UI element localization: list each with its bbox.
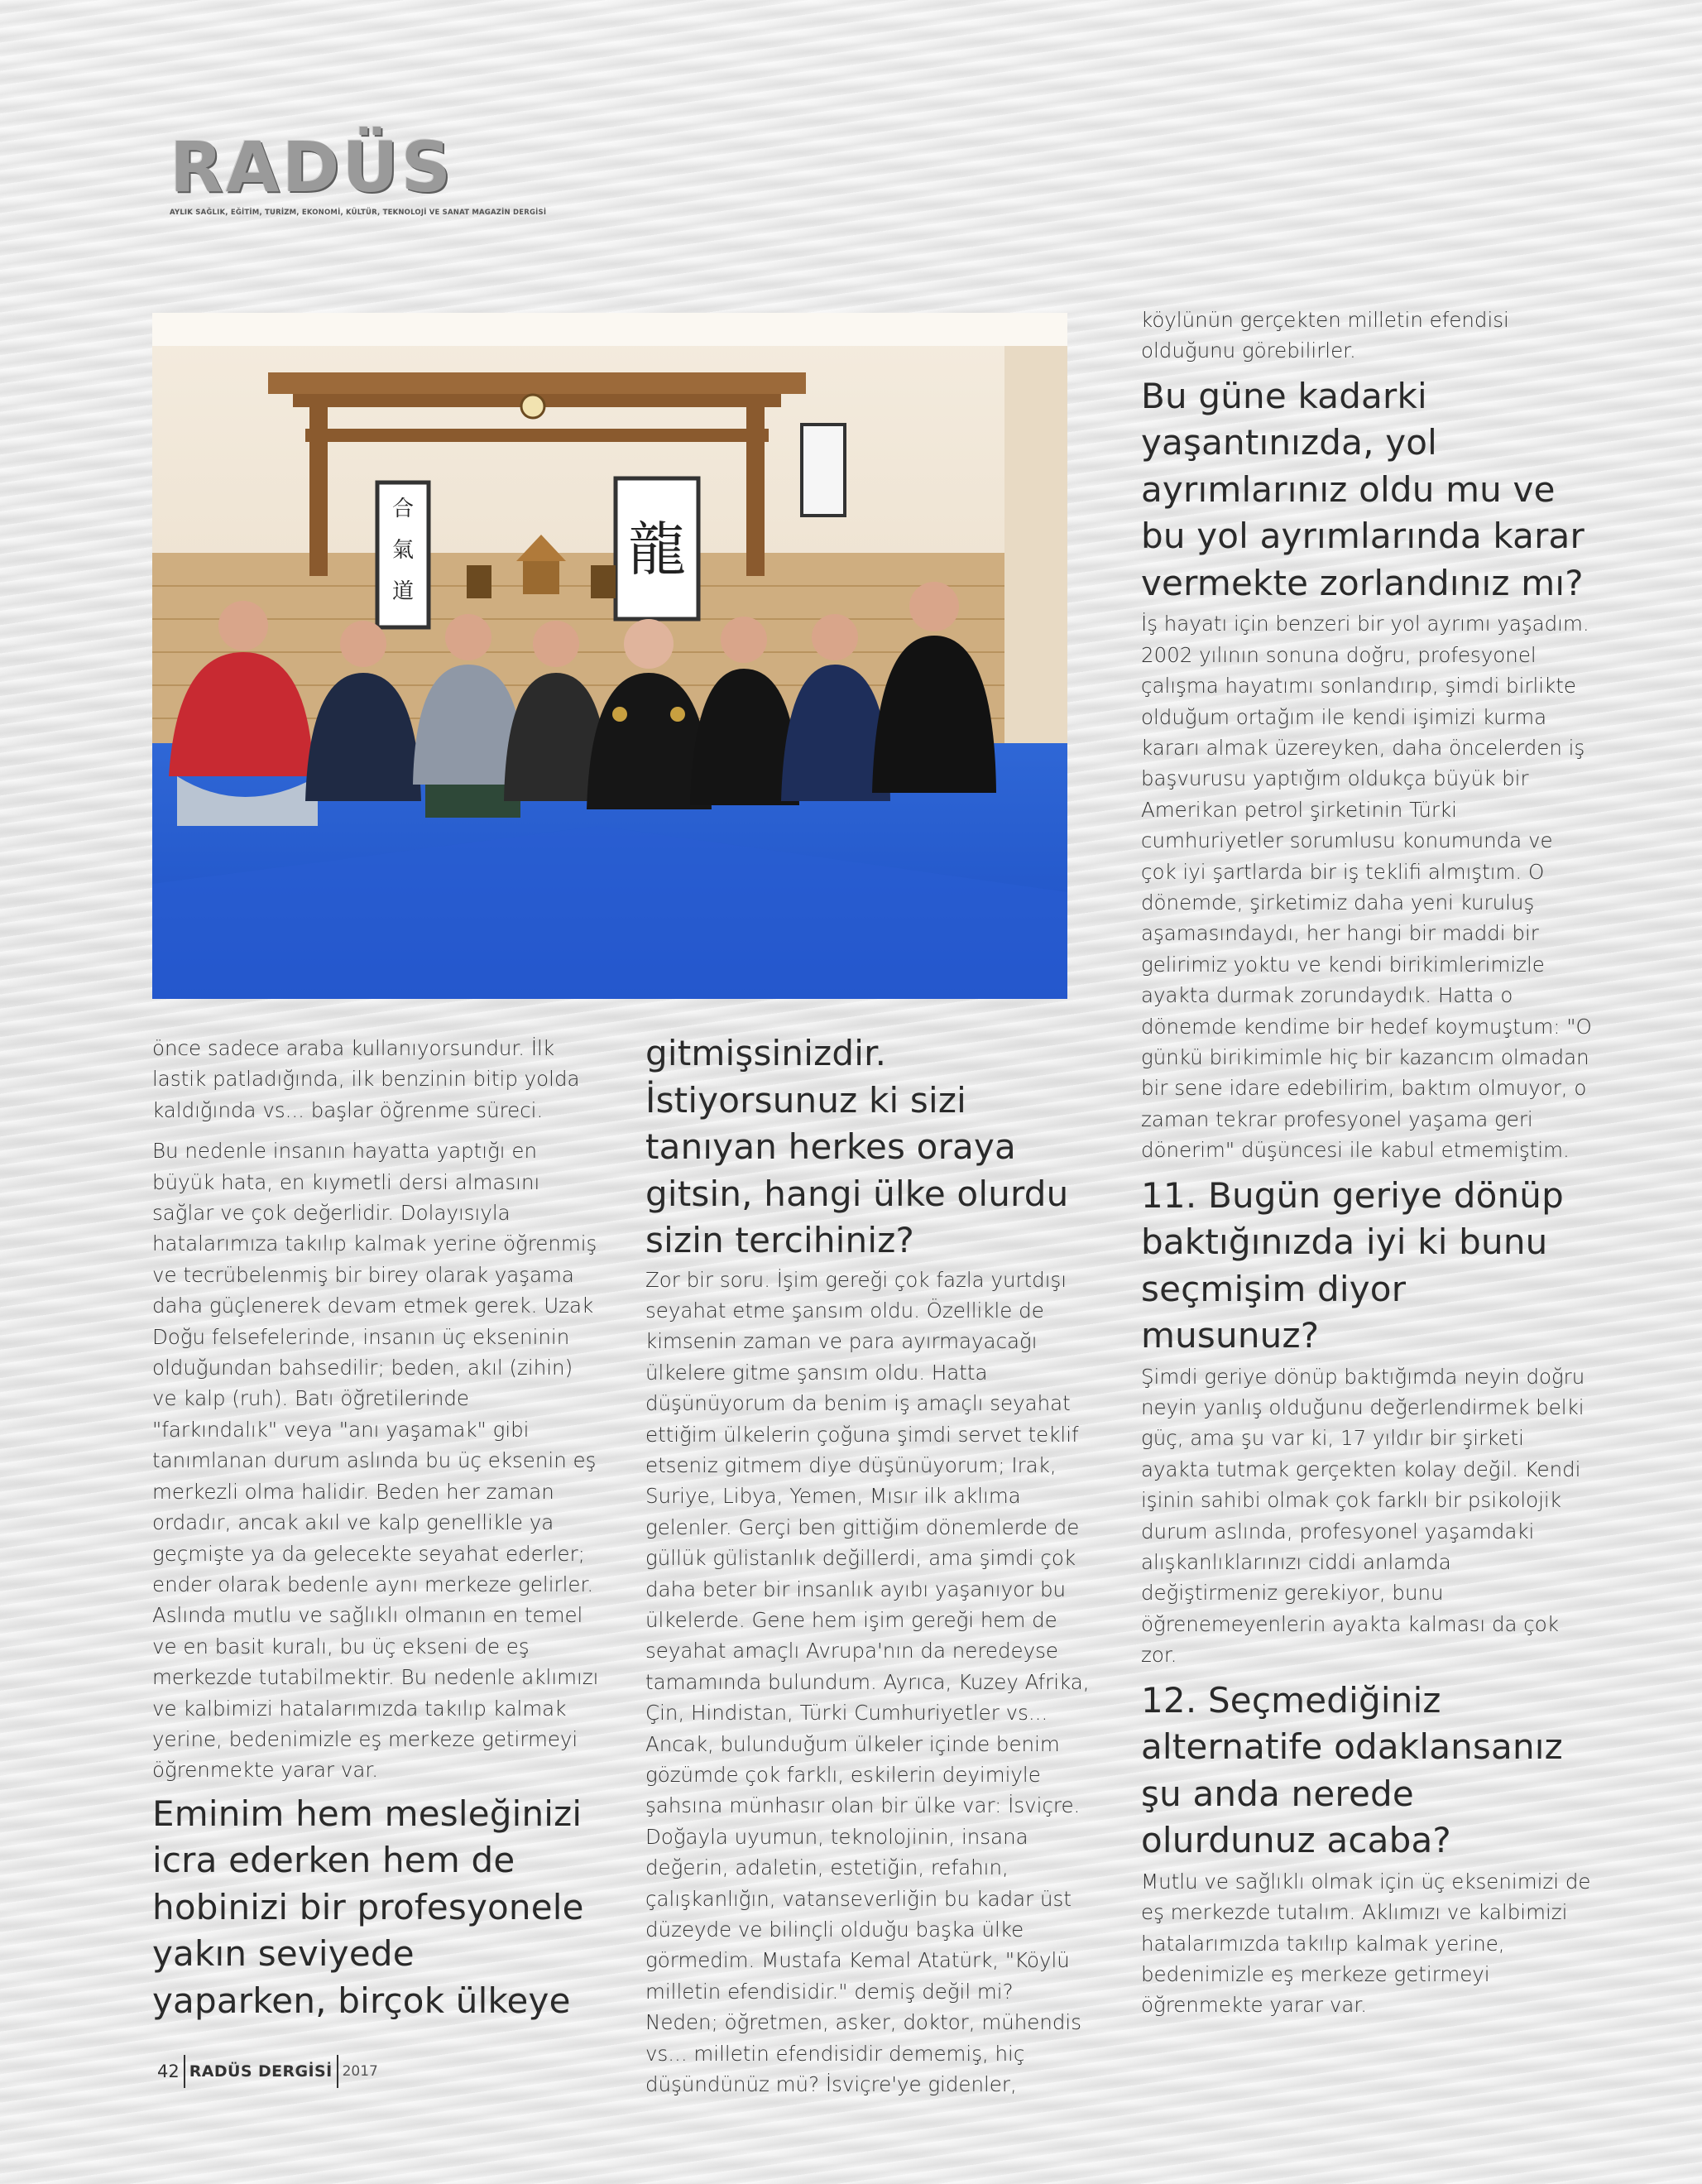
text-column-3 [1141,305,1592,2021]
magazine-logo [170,127,547,217]
paragraph: İş hayatı için benzeri bir yol ayrımı yaşadım. 2002 yılının sonuna doğru, profesyonel çalışma hayatımı sonlandırıp, şimdi birlikte olduğum ortağım ile kendi işimizi kurma kararı almak üzereyken, daha öncelerden iş başvurusu yaptığım oldukça büyük bir Amerikan petrol şirketinin Türki cumhuriyetler sorumlusu konumunda ve çok iyi şartlarda bir iş teklifi almıştım. O dönemde, şirketimiz daha yeni kuruluş aşamasındaydı, her hangi bir maddi bir gelirimiz yoktu ve kendi birikimlerimizle ayakta durmak zorundaydık. Hatta o dönemde kendime bir hedef koymuştum: "O günkü birikimimle hiç bir kazancım olmadan bir sene idare edebilirim, baktım olmuyor, o zaman tekrar profesyonel yaşama geri dönerim" düşüncesi ile kabul etmemiştim. [1141,612,1592,1163]
text-column-2 [645,1030,1092,2100]
paragraph: Bu nedenle insanın hayatta yaptığı en büyük hata, en kıymetli dersi almasını sağlar ve çok değerlidir. Dolayısıyla hatalarımıza takılıp kalmak yerine öğrenmiş ve tecrübelenmiş bir birey olarak yaşama daha güçlenerek devam etmek gerek. Uzak Doğu felsefelerinde, insanın üç ekseninin olduğundan bahsedilir; beden, akıl (zihin) ve kalp (ruh). Batı öğretilerinde "farkındalık" veya "anı yaşamak" gibi tanımlanan durum aslında bu üç eksenin eş merkezli olma halidir. Beden her zaman ordadır, ancak akıl ve kalp genellikle ya geçmişte ya da gelecekte seyahat ederler; ender olarak bedenle aynı merkeze gelirler. Aslında mutlu ve sağlıklı olmanın en temel ve en basit kuralı, bu üç ekseni de eş merkezde tutabilmektir. Bu nedenle aklımızı ve kalbimizi hatalarımızda takılıp kalmak yerine, bedenimizle eş merkeze getirmeyi öğrenmekte yarar var. [152,1139,599,1783]
paragraph: Mutlu ve sağlıklı olmak için üç eksenimizi de eş merkezde tutalım. Aklımızı ve kalbimizi hatalarımızda takılıp kalmak yerine, bedenimizle eş merkeze getirmeyi öğrenmekte yarar var. [1141,1869,1591,2018]
page-footer [157,2055,378,2088]
footer-divider [337,2055,338,2088]
svg-text:合: 合 [391,497,415,521]
svg-text:道: 道 [391,579,415,604]
svg-text:龍: 龍 [628,516,686,583]
paragraph: köylünün gerçekten milletin efendisi olduğunu görebilirler. [1141,308,1509,363]
text-column-1 [152,1033,599,2024]
logo-tagline: AYLIK SAĞLIK, EĞİTİM, TURİZM, EKONOMİ, KÜLTÜR, TEKNOLOJİ VE SANAT MAGAZİN DERGİSİ [170,209,547,217]
svg-text:氣: 氣 [391,538,415,563]
dojo-group-photo [152,313,1067,999]
footer-divider [184,2055,185,2088]
paragraph: Şimdi geriye dönüp baktığımda neyin doğru neyin yanlış olduğunu değerlendirmek belki güç, ama şu var ki, 17 yıldır bir şirketi ayakta tutmak gerçekten kolay değil. Kendi işinin sahibi olmak çok farklı bir psikolojik durum aslında, profesyonel yaşamdaki alışkanlıklarınızı ciddi anlamda değiştirmeniz gerekiyor, bunu öğrenemeyenlerin ayakta kalması da çok zor. [1141,1364,1585,1668]
paragraph: önce sadece araba kullanıyorsundur. İlk lastik patladığında, ilk benzinin bitip yolda kaldığında vs... başlar öğrenme süreci. [152,1036,580,1122]
logo-wordmark: RADÜS [170,127,454,208]
paragraph: Zor bir soru. İşim gereği çok fazla yurtdışı seyahat etme şansım oldu. Özellikle de kimsenin zaman ve para ayırmayacağı ülkelere gitme şansım oldu. Hatta düşünüyorum da benim iş amaçlı seyahat ettiğim ülkelerin çoğuna şimdi servet teklif etseniz gitmem diye düşünüyorum; Irak, Suriye, Libya, Yemen, Mısır ilk aklıma gelenler. Gerçi ben gittiğim dönemlerde de güllük gülistanlık değillerdi, ama şimdi çok daha beter bir insanlık ayıbı yaşanıyor bu ülkelerde. Gene hem işim gereği hem de seyahat amaçlı Avrupa'nın da neredeyse tamamında bulundum. Ayrıca, Kuzey Afrika, Çin, Hindistan, Türki Cumhuriyetler vs... Ancak, bulunduğum ülkeler içinde benim gözümde çok farklı, eskilerin deyimiyle şahsına münhasır olan bir ülke var: İsviçre. Doğayla uyumun, teknolojinin, insana değerin, adaletin, estetiğin, refahın, çalışkanlığın, vatanseverliğin bu kadar üst düzeyde ve bilinçli olduğu başka ülke görmedim. Mustafa Kemal Atatürk, "Köylü milletin efendisidir." demiş değil mi? Neden; öğretmen, asker, doktor, mühendis vs... milletin efendisidir dememiş, hiç düşündünüz mü? İsviçre'ye gidenler, [645,1267,1090,2097]
page-number: 42 [157,2062,180,2081]
interview-question: Bu güne kadarki yaşantınızda, yol ayrımlarınız oldu mu ve bu yol ayrımlarında karar vermekte zorlandınız mı? [1141,375,1585,603]
issue-year: 2017 [342,2063,378,2080]
interview-question: Eminim hem mesleğinizi icra ederken hem de hobinizi bir profesyonele yakın seviyede yaparken, birçok ülkeye [152,1793,584,2021]
interview-question: 12. Seçmediğiniz alternatife odaklansanız şu anda nerede olurdunuz acaba? [1141,1679,1563,1861]
interview-question-continued: gitmişsinizdir. İstiyorsunuz ki sizi tanıyan herkes oraya gitsin, hangi ülke olurdu sizin tercihiniz? [645,1033,1069,1260]
magazine-name: RADÜS DERGİSİ [189,2062,333,2081]
interview-question: 11. Bugün geriye dönüp baktığınızda iyi ki bunu seçmişim diyor musunuz? [1141,1174,1564,1356]
